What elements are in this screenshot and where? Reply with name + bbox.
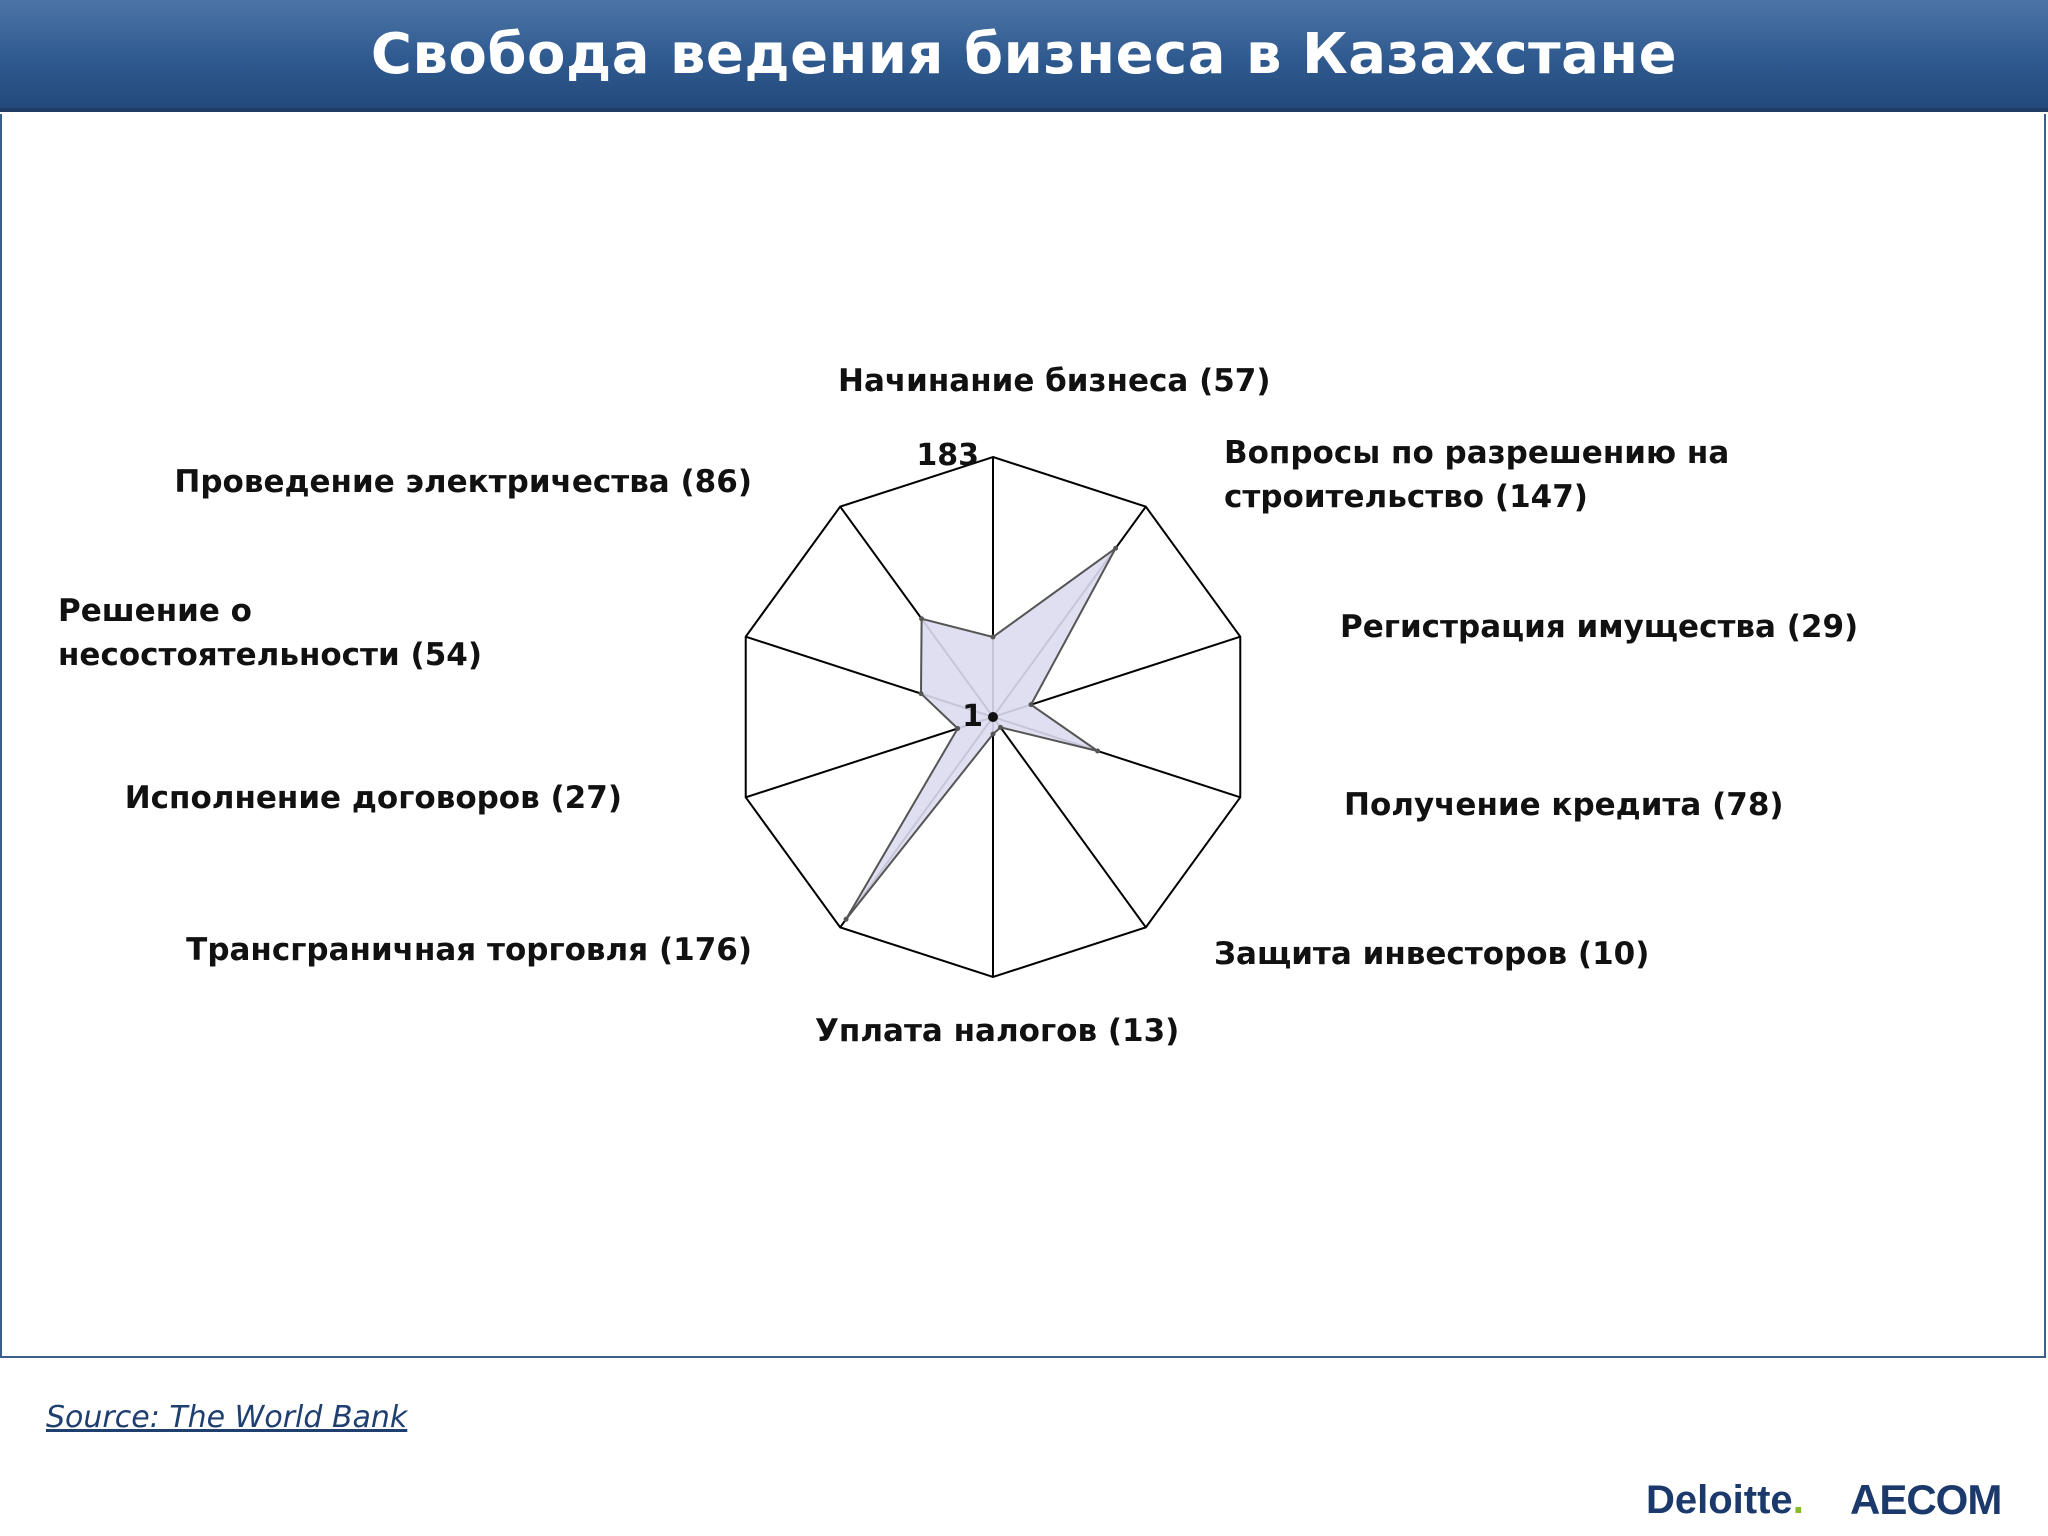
tick-label-min: 1 [962, 699, 983, 734]
radar-data-point [991, 732, 996, 737]
axis-label: Защита инвесторов (10) [1214, 936, 1650, 972]
source-note[interactable]: Source: The World Bank [46, 1400, 408, 1435]
radar-data-point [955, 726, 960, 731]
axis-label: Получение кредита (78) [1344, 787, 1784, 823]
axis-label: Регистрация имущества (29) [1340, 609, 1859, 645]
axis-label: Уплата налогов (13) [815, 1013, 1180, 1049]
axis-label: Решение о несостоятельности (54) [58, 593, 483, 673]
axis-label: Проведение электричества (86) [174, 464, 752, 500]
radar-data-point [1113, 546, 1118, 551]
axis-label: Вопросы по разрешению на строительство (147) [1224, 435, 1730, 515]
slide-title: Свобода ведения бизнеса в Казахстане [370, 21, 1678, 87]
radar-data-point [919, 616, 924, 621]
deloitte-dot: . [1792, 1478, 1804, 1522]
deloitte-wordmark: Deloitte [1646, 1478, 1793, 1522]
radar-data-point [1029, 702, 1034, 707]
axis-label: Исполнение договоров (27) [124, 780, 622, 816]
radar-data-point [918, 691, 923, 696]
radar-spoke [993, 717, 1146, 927]
axis-label: Начинание бизнеса (57) [838, 363, 1271, 399]
tick-label-max: 183 [916, 438, 979, 473]
deloitte-logo [1646, 1478, 1804, 1523]
radar-data-point [1095, 748, 1100, 753]
aecom-logo: AECOM [1850, 1476, 2002, 1523]
axis-label: Трансграничная торговля (176) [186, 932, 752, 968]
radar-data-point [844, 917, 849, 922]
radar-center [988, 712, 998, 722]
radar-data-point [991, 635, 996, 640]
radar-data-point [998, 725, 1003, 730]
